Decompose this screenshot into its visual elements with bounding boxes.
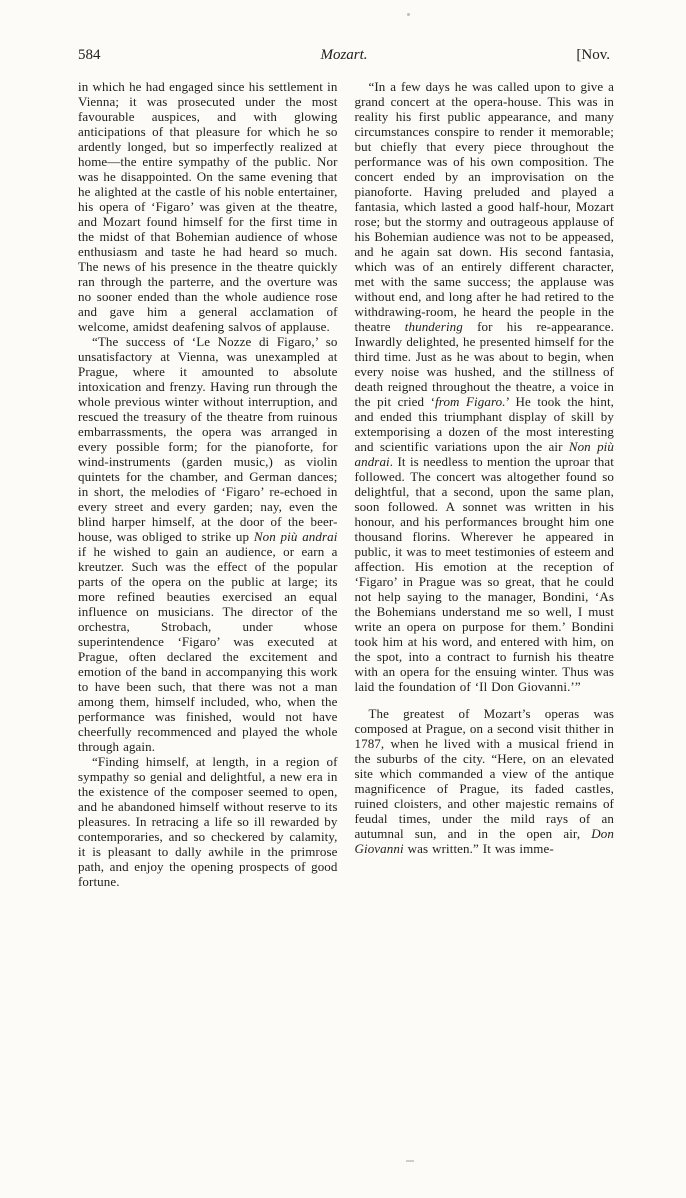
text-columns: [0, 64, 686, 889]
scan-speck-top: [407, 13, 410, 16]
right-column: [355, 79, 615, 889]
issue-label: [Nov.: [576, 47, 610, 63]
paragraph: “The success of ‘Le Nozze di Figaro,’ so unsatisfactory at Vienna, was unexampled at Prague, where it amounted to absolute intoxication and frenzy. Having run through the whole previous winter without interruption, and rescued the treasury of the theatre from ruinous embarrassments, the opera was arranged in every possible form; for the pianoforte, for wind-instruments (garden music,) as violin quintets for the chamber, and German dances; in short, the melodies of ‘Figaro’ re-echoed in every street and every garden; nay, even the blind harper himself, at the door of the beer-house, was obliged to strike up Non più andrai if he wished to gain an audience, or earn a kreutzer. Such was the effect of the popular parts of the opera on the public at large; its more refined beauties exercised an equal influence on musicians. The director of the orchestra, Strobach, under whose superintendence ‘Figaro’ was executed at Prague, often declared the excitement and emotion of the band in accompanying this work to have been such, that there was not a man among them, himself included, who, when the performance was finished, would not have cheerfully recommenced and played the whole through again.: [78, 334, 338, 754]
running-title: Mozart.: [320, 47, 368, 63]
page-number: 584: [78, 47, 101, 63]
paragraph: The greatest of Mozart’s operas was composed at Prague, on a second visit thither in 1787, when he lived with a musical friend in the suburbs of the city. “Here, on an elevated site which commanded a view of the antique magnificence of Prague, its faded castles, ruined cloisters, and other majestic remains of feudal times, under the mild rays of an autumnal sun, and in the open air, Don Giovanni was written.” It was imme-: [354, 706, 614, 856]
paragraph: “In a few days he was called upon to give a grand concert at the opera-house. This was in reality his first public appearance, and many circumstances conspire to render it memorable; but chiefly that every piece throughout the performance was of his own composition. The concert ended by an improvisation on the pianoforte. Having preluded and played a fantasia, which lasted a good half-hour, Mozart rose; but the stormy and outrageous applause of his Bohemian audience was not to be appeased, and he again sat down. His second fantasia, which was of an entirely different character, met with the same success; the applause was without end, and long after he had retired to the withdrawing-room, he heard the people in the theatre thundering for his re-appearance. Inwardly delighted, he presented himself for the third time. Just as he was about to begin, when every noise was hushed, and the stillness of death reigned throughout the theatre, a voice in the pit cried ‘from Figaro.’ He took the hint, and ended this triumphant display of skill by extemporising a dozen of the most interesting and scientific variations upon the air Non più andrai. It is needless to mention the uproar that followed. The concert was altogether found so delightful, that a second, upon the same plan, soon followed. A sonnet was written in his honour, and his performances brought him one thousand florins. Wherever he appeared in public, it was to meet testimonies of esteem and affection. His emotion at the reception of ‘Figaro’ in Prague was so great, that he could not help saying to the manager, Bondini, ‘As the Bohemians understand me so well, I must write an opera on purpose for them.’ Bondini took him at his word, and entered with him, on the spot, into a contract to furnish his theatre with an opera for the ensuing winter. Thus was laid the foundation of ‘Il Don Giovanni.’”: [354, 79, 615, 694]
paragraph: in which he had engaged since his settlement in Vienna; it was prosecuted under the most favourable auspices, and with glowing anticipations of that pleasure for which he so ardently longed, but so imperfectly realized at home—the entire sympathy of the public. Nor was he disappointed. On the same evening that he alighted at the castle of his noble entertainer, his opera of ‘Figaro’ was given at the theatre, and Mozart found himself for the first time in the midst of that Bohemian audience of whose enthusiasm and taste he had heard so much. The news of his presence in the theatre quickly ran through the parterre, and the overture was no sooner ended than the whole audience rose and gave him a general acclamation of welcome, amidst deafening salvos of applause.: [78, 79, 338, 334]
paragraph: “Finding himself, at length, in a region of sympathy so genial and delightful, a new era in the existence of the composer seemed to open, and he abandoned himself without reserve to its pleasures. In retracing a life so ill rewarded by contemporaries, and so checkered by calamity, it is pleasant to dally awhile in the primrose path, and enjoy the opening prospects of good fortune.: [78, 754, 338, 889]
page-header: [0, 0, 686, 64]
scan-speck-bottom: [406, 1160, 414, 1162]
left-column: [78, 79, 338, 889]
